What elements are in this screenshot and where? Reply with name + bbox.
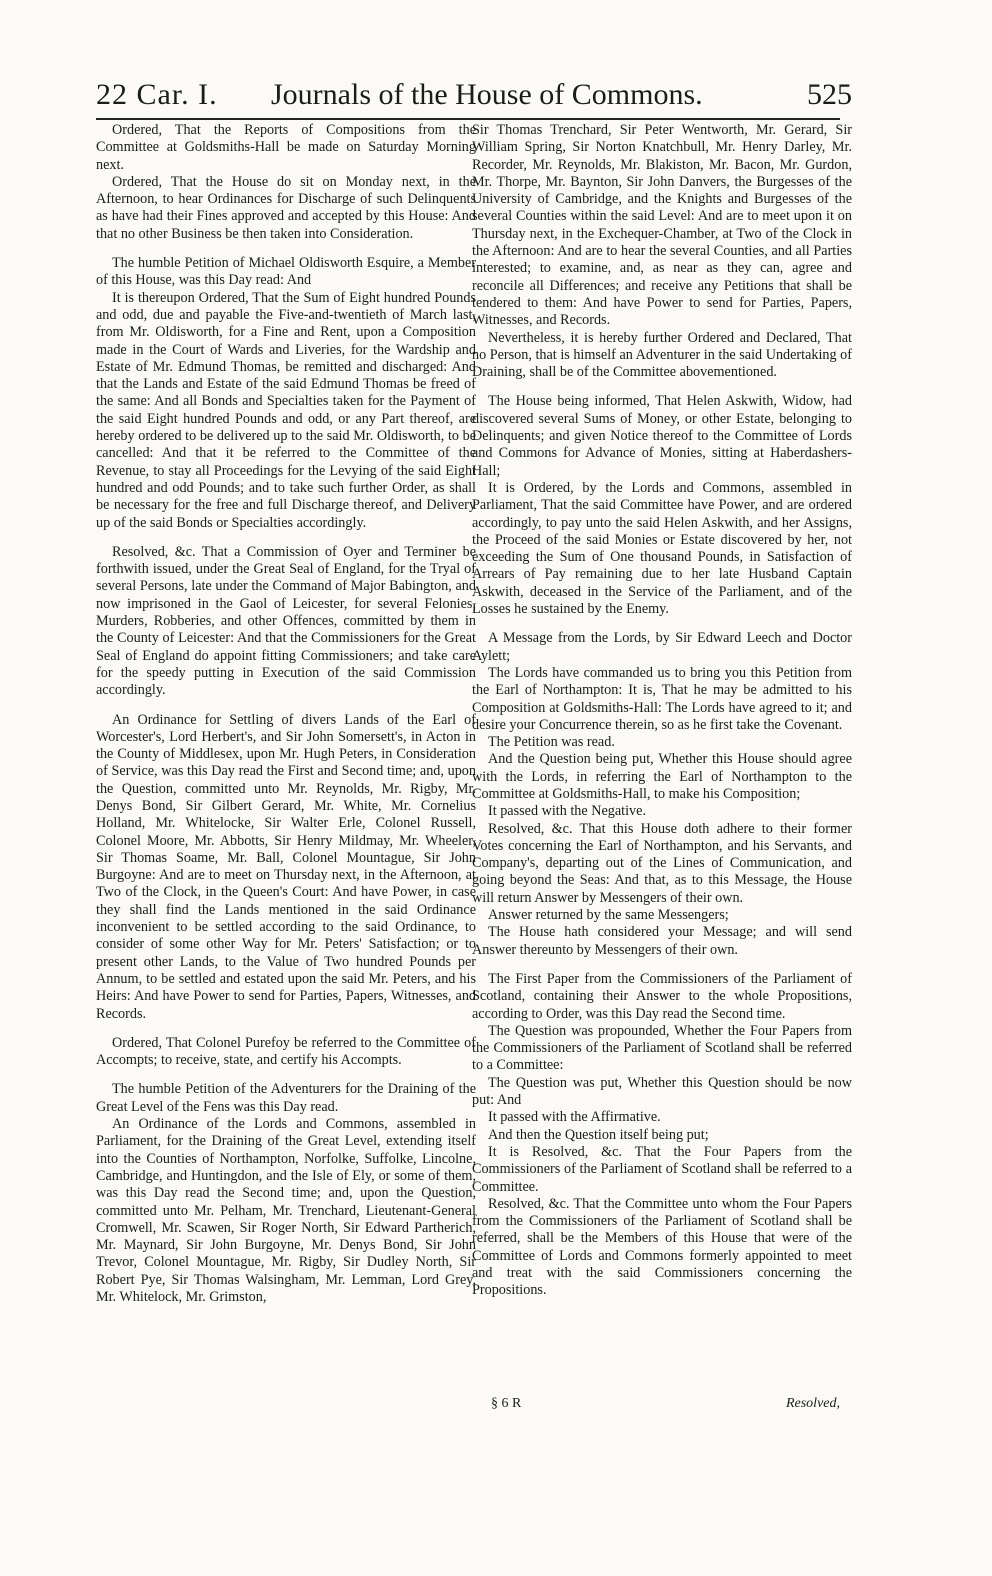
paragraph: Ordered, That the House do sit on Monday next, in the Afternoon, to hear Ordinances for Discharge of such Delinquents as have had their Fines approved and accepted by this House: And that no other Business be then taken into Consideration. xyxy=(96,173,476,242)
paragraph: The House being informed, That Helen Askwith, Widow, had discovered several Sums of Money, or other Estate, belonging to Delinquents; and given Notice thereof to the Committee of Lords and Commons for Advance of Monies, sitting at Haberdashers-Hall; xyxy=(472,393,852,479)
paragraph: An Ordinance for Settling of divers Lands of the Earl of Worcester's, Lord Herbert's, and Sir John Somersett's, in Acton in the County of Middlesex, upon Mr. Hugh Peters, in Consideration of Service, was this Day read the First and Second time; and, upon the Question, committed unto Mr. Reynolds, Mr. Rigby, Mr. Denys Bond, Sir Gilbert Gerard, Mr. White, Mr. Cornelius Holland, Mr. Whitelocke, Sir Walter Erle, Colonel Russell, Colonel Moore, Mr. Abbotts, Sir Henry Mildmay, Mr. Wheeler, Sir Thomas Soame, Mr. Ball, Colonel Mountague, Sir John Burgoyne: And are to meet on Thursday next, in the Afternoon, at Two of the Clock, in the Queen's Court: And have Power, in case they shall find the Lands mentioned in the said Ordinance inconvenient to be settled according to the said Ordinance, to consider of some other Way for Mr. Peters' Satisfaction; or to present other Lands, to the Value of Two hundred Pounds per Annum, to be settled and estated upon the said Mr. Peters, and his Heirs: And have Power to send for Parties, Papers, Witnesses, and Records. xyxy=(96,711,476,1022)
paragraph: Resolved, &c. That the Committee unto whom the Four Papers from the Commissioners of the Parliament of Scotland shall be referred, shall be the Members of this House that were of the Committee of Lords and Commons formerly appointed to meet and treat with the said Commissioners concerning the Propositions. xyxy=(472,1195,852,1299)
paragraph: The House hath considered your Message; and will send Answer thereunto by Messengers of their own. xyxy=(472,924,852,958)
paragraph: Resolved, &c. That a Commission of Oyer and Terminer be forthwith issued, under the Great Seal of England, for the Tryal of several Persons, late under the Command of Major Babington, and now imprisoned in the Gaol of Leicester, for several Felonies, Murders, Robberies, and other Offences, committed by them in the County of Leicester: And that the Commissioners for the Great Seal of England do appoint fitting Commissioners; and take care for the speedy putting in Execution of the said Commission accordingly. xyxy=(96,543,476,699)
left-column xyxy=(96,122,476,1306)
paragraph: It passed with the Affirmative. xyxy=(488,1109,661,1126)
paragraph: It is Resolved, &c. That the Four Papers from the Commissioners of the Parliament of Scotland shall be referred to a Committee. xyxy=(472,1143,852,1195)
paragraph: Answer returned by the same Messengers; xyxy=(488,907,729,924)
right-column xyxy=(472,122,852,1300)
paragraph: Ordered, That the Reports of Compositions from the Committee at Goldsmiths-Hall be made on Saturday Morning next. xyxy=(96,122,476,173)
paragraph: It is Ordered, by the Lords and Commons, assembled in Parliament, That the said Committee have Power, and are ordered accordingly, to pay unto the said Helen Askwith, and her Assigns, the Proceed of the said Monies or Estate discovered by her, not exceeding the Sum of One thousand Pounds, in Satisfaction of Arrears of Pay remaining due to her late Husband Captain Askwith, deceased in the Service of the Parliament, and of the Losses he sustained by the Enemy. xyxy=(472,479,852,618)
paragraph: It is thereupon Ordered, That the Sum of Eight hundred Pounds and odd, due and payable the Five-and-twentieth of March last, from Mr. Oldisworth, for a Fine and Rent, upon a Composition made in the Court of Wards and Liveries, for the Wardship and Estate of Mr. Edmund Thomas, be remitted and discharged: And that the Lands and Estate of the said Edmund Thomas be freed of the same: And all Bonds and Specialties taken for the Payment of the said Eight hundred Pounds and odd, or any Part thereof, are hereby ordered to be delivered up to the said Mr. Oldisworth, to be cancelled: And that it be referred to the Committee of the Revenue, to stay all Proceedings for the Levying of the said Eight hundred and odd Pounds; and to take such further Order, as shall be necessary for the free and full Discharge thereof, and Delivery up of the said Bonds or Specialties accordingly. xyxy=(96,289,476,531)
paragraph: The First Paper from the Commissioners of the Parliament of Scotland, containing their Answer to the whole Propositions, according to Order, was this Day read the Second time. xyxy=(472,970,852,1022)
paragraph: It passed with the Negative. xyxy=(488,803,646,820)
paragraph: The Lords have commanded us to bring you this Petition from the Earl of Northampton: It is, That he may be admitted to his Composition at Goldsmiths-Hall: The Lords have agreed to it; and desire your Concurrence therein, so as he first take the Covenant. xyxy=(472,664,852,733)
paragraph: The Question was put, Whether this Question should be now put: And xyxy=(472,1074,852,1109)
paragraph: A Message from the Lords, by Sir Edward Leech and Doctor Aylett; xyxy=(472,630,852,664)
paragraph: And then the Question itself being put; xyxy=(488,1126,709,1143)
paragraph: The Petition was read. xyxy=(488,734,615,751)
page-header xyxy=(96,78,852,122)
reign-label: 22 Car. I. xyxy=(96,78,218,111)
journal-title: Journals of the House of Commons. xyxy=(271,78,703,111)
paragraph: An Ordinance of the Lords and Commons, assembled in Parliament, for the Draining of the Great Level, extending itself into the Counties of Northampton, Norfolke, Suffolke, Lincolne, Cambridge, and Huntingdon, and the Isle of Ely, or some of them, was this Day read the Second time; and, upon the Question, committed unto Mr. Pelham, Mr. Trenchard, Lieutenant-General Cromwell, Mr. Scawen, Sir Roger North, Sir Edward Partherich, Mr. Maynard, Sir John Burgoyne, Mr. Denys Bond, Sir John Trevor, Colonel Mountague, Mr. Rigby, Sir Dudley North, Sir Robert Pye, Sir Thomas Walsingham, Mr. Lemman, Lord Grey, Mr. Whitelock, Mr. Grimston, xyxy=(96,1116,476,1305)
header-rule xyxy=(96,118,840,120)
page-number: 525 xyxy=(807,78,852,111)
catchword: Resolved, xyxy=(785,1396,840,1411)
paragraph: Nevertheless, it is hereby further Ordered and Declared, That no Person, that is himself an Adventurer in the said Undertaking of Draining, shall be of the Committee abovementioned. xyxy=(472,329,852,381)
paragraph: And the Question being put, Whether this House should agree with the Lords, in referring the Earl of Northampton to the Committee at Goldsmiths-Hall, to make his Composition; xyxy=(472,751,852,802)
signature-mark: § 6 R xyxy=(491,1396,522,1411)
paragraph: The Question was propounded, Whether the Four Papers from the Commissioners of the Parliament of Scotland shall be referred to a Committee: xyxy=(472,1022,852,1074)
paragraph: Ordered, That Colonel Purefoy be referred to the Committee of Accompts; to receive, state, and certify his Accompts. xyxy=(96,1034,476,1069)
paragraph: Resolved, &c. That this House doth adhere to their former Votes concerning the Earl of Northampton, and his Servants, and Company's, departing out of the Lines of Communication, and going beyond the Seas: And that, as to this Message, the House will return Answer by Messengers of their own. xyxy=(472,820,852,906)
paragraph: Sir Thomas Trenchard, Sir Peter Wentworth, Mr. Gerard, Sir William Spring, Sir Norton Knatchbull, Mr. Henry Darley, Mr. Recorder, Mr. Reynolds, Mr. Blakiston, Mr. Bacon, Mr. Gurdon, Mr. Thorpe, Mr. Baynton, Sir John Danvers, the Burgesses of the University of Cambridge, and the Knights and Burgesses of the several Counties within the said Level: And are to meet upon it on Thursday next, in the Exchequer-Chamber, at Two of the Clock in the Afternoon: And are to hear the several Counties, and all Parties interested; to examine, and, as near as they can, agree and reconcile all Differences; and receive any Petitions that shall be tendered to them: And have Power to send for Parties, Papers, Witnesses, and Records. xyxy=(472,122,852,329)
paragraph: The humble Petition of the Adventurers for the Draining of the Great Level of the Fens was this Day read. xyxy=(96,1081,476,1115)
paragraph: The humble Petition of Michael Oldisworth Esquire, a Member of this House, was this Day read: And xyxy=(96,255,476,289)
